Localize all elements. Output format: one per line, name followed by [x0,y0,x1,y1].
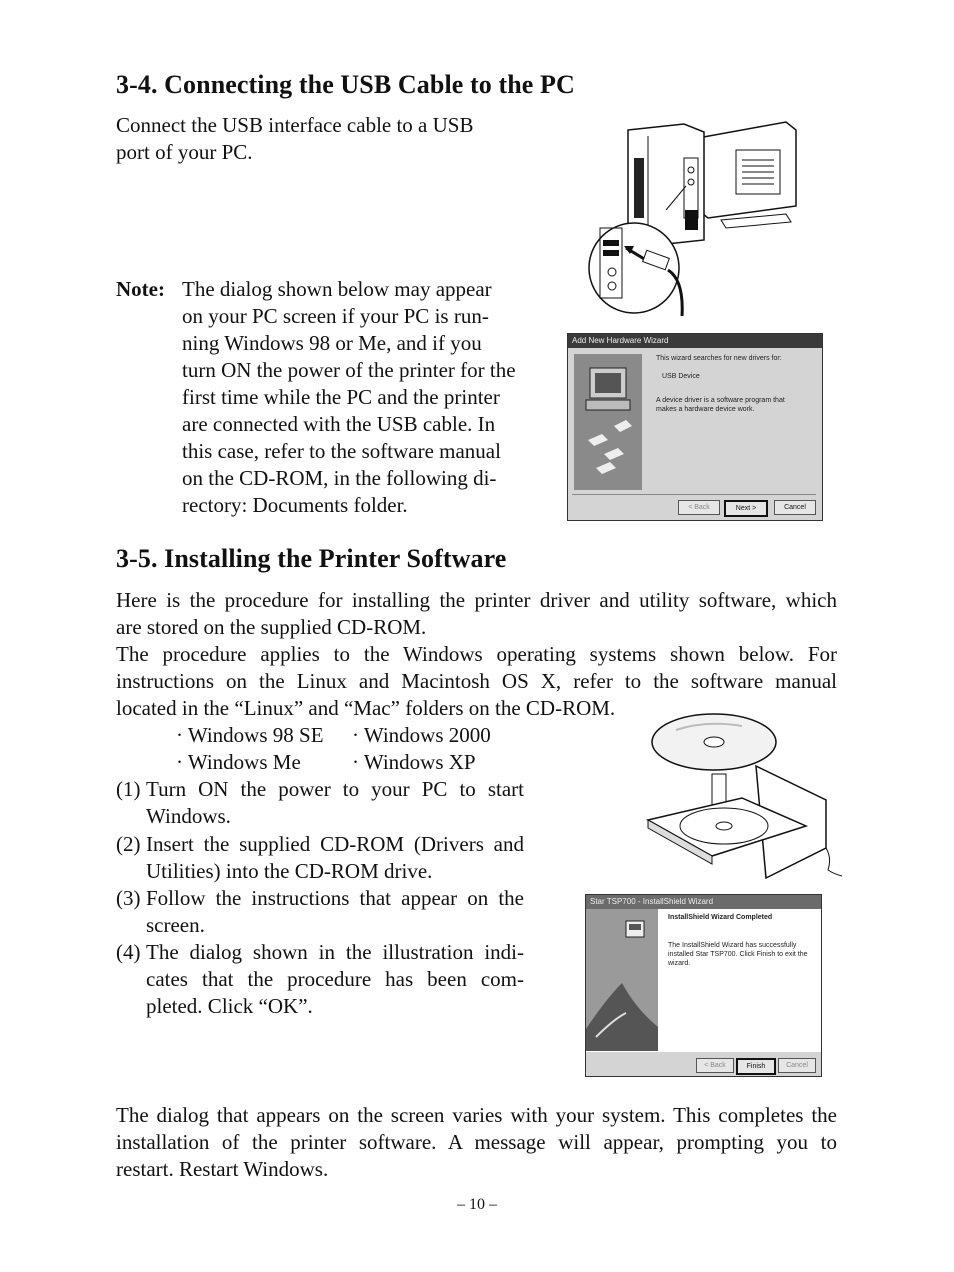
cancel-button[interactable]: Cancel [774,500,816,515]
os-item: · Windows 98 SE [176,723,324,747]
paragraph-line: Connect the USB interface cable to a USB [116,113,474,137]
closing-line: restart. Restart Windows. [116,1157,329,1181]
step-line: The dialog shown in the illustration indi- [146,940,524,964]
note-line: on the CD-ROM, in the following di- [182,466,497,490]
step-number: (2) [116,832,141,856]
page-number: – 10 – [457,1196,497,1213]
device-name: USB Device [662,373,700,380]
step-line: Utilities) into the CD-ROM drive. [146,859,433,883]
paragraph-line: port of your PC. [116,140,253,164]
step-line: Insert the supplied CD-ROM (Drivers and [146,832,524,856]
note-line: rectory: Documents folder. [182,493,408,517]
intro-line: are stored on the supplied CD-ROM. [116,615,427,639]
section-heading-usb: 3-4. Connecting the USB Cable to the PC [116,70,575,99]
usb-connect-paragraph [116,112,473,166]
step-line: cates that the procedure has been com- [146,967,524,991]
add-hardware-dialog [567,333,823,521]
dialog-text: This wizard searches for new drivers for: [656,355,782,362]
installshield-dialog [585,894,822,1077]
note-text [182,276,524,519]
installer-icon [586,909,658,1051]
closing-line: The dialog that appears on the screen varies with your system. This completes the [116,1103,837,1127]
step-line: Turn ON the power to your PC to start [146,777,524,801]
dialog-description: A device driver is a software program that makes a hardware device work. [656,397,785,413]
os-item: · Windows XP [352,750,476,774]
step-number: (1) [116,777,141,801]
closing-paragraph [116,1102,837,1183]
section-heading-software: 3-5. Installing the Printer Software [116,544,507,573]
note-line: are connected with the USB cable. In [182,412,496,436]
computer-icon [574,354,642,490]
step-line: screen. [146,913,205,937]
dialog-divider [572,494,816,495]
dialog-heading: InstallShield Wizard Completed [668,914,773,921]
os-item: · Windows 2000 [352,723,491,747]
wizard-graphic [586,909,658,1051]
cancel-button[interactable]: Cancel [778,1058,816,1073]
cdrom-illustration [646,708,842,880]
step-line: Follow the instructions that appear on the [146,886,524,910]
wizard-graphic [574,354,642,490]
dialog-text: The InstallShield Wizard has successfully installed Star TSP700. Click Finish to exit the wizard. [668,942,808,967]
closing-line: installation of the printer software. A message will appear, prompting you to [116,1130,837,1154]
step-number: (4) [116,940,141,964]
step-line: Windows. [146,804,231,828]
note-line: ning Windows 98 or Me, and if you [182,331,482,355]
step-line: pleted. Click “OK”. [146,994,313,1018]
step-number: (3) [116,886,141,910]
note-line: The dialog shown below may appear [182,277,492,301]
note-line: this case, refer to the software manual [182,439,501,463]
os-item: · Windows Me [176,750,301,774]
pc-usb-illustration [586,120,808,316]
next-button[interactable]: Next > [724,500,768,517]
note-line: first time while the PC and the printer [182,385,500,409]
back-button[interactable]: < Back [696,1058,734,1073]
intro-line: located in the “Linux” and “Mac” folders on the CD-ROM. [116,696,616,720]
intro-line: instructions on the Linux and Macintosh OS X, refer to the software manual [116,669,837,693]
dialog-title: Add New Hardware Wizard [568,334,822,348]
intro-line: Here is the procedure for installing the printer driver and utility software, which [116,588,837,612]
intro-line: The procedure applies to the Windows operating systems shown below. For [116,642,837,666]
note-line: turn ON the power of the printer for the [182,358,516,382]
dialog-title: Star TSP700 - InstallShield Wizard [586,895,821,909]
back-button[interactable]: < Back [678,500,720,515]
finish-button[interactable]: Finish [736,1058,776,1075]
intro-paragraph [116,587,837,722]
note-label: Note: [116,277,165,301]
note-line: on your PC screen if your PC is run- [182,304,489,328]
